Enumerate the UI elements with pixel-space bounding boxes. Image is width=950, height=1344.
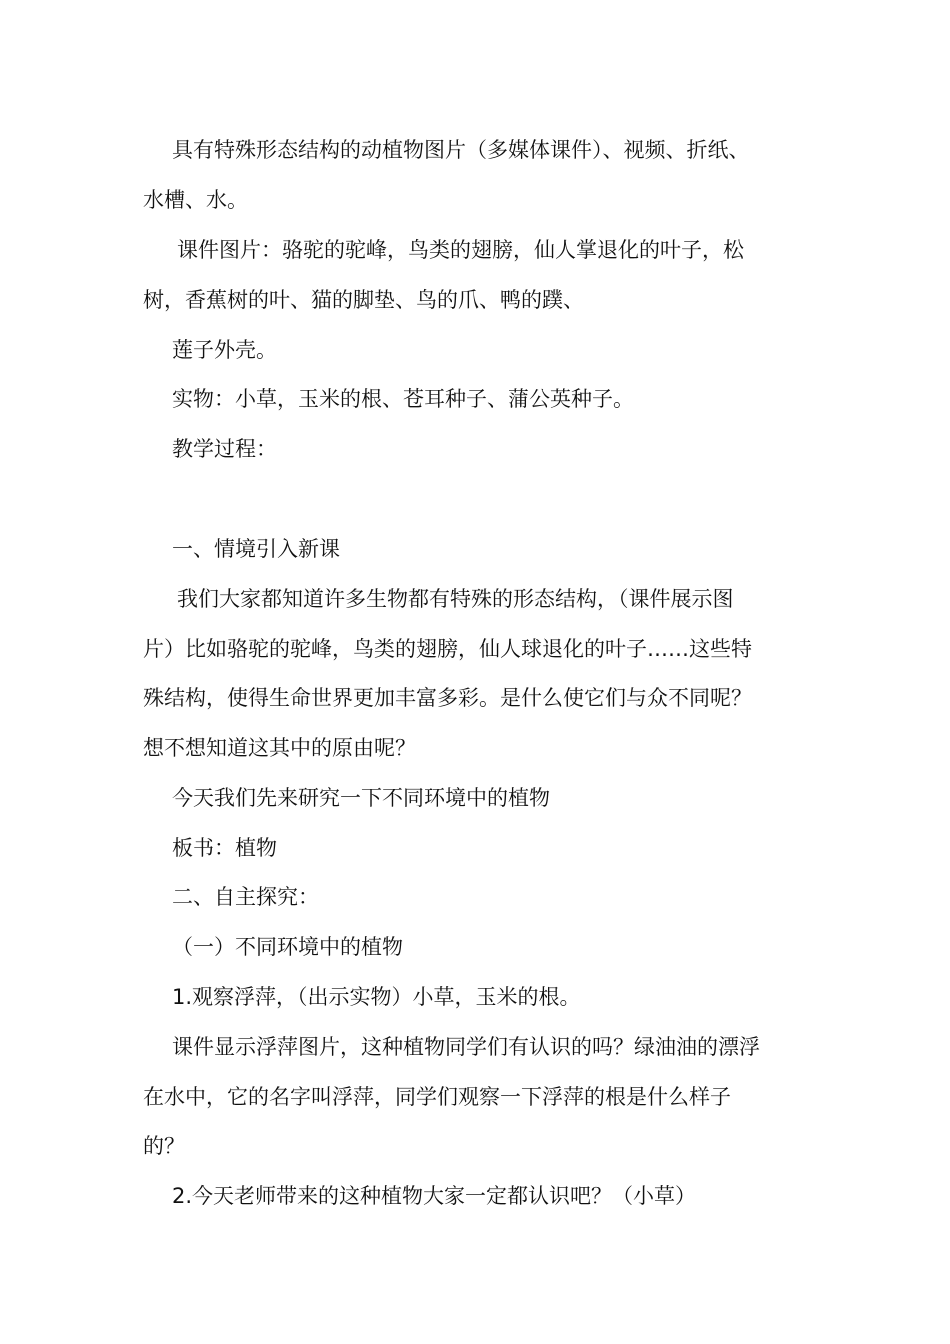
text-line: 想不想知道这其中的原由呢？	[143, 736, 416, 760]
text-line: 1.观察浮萍，（出示实物）小草，玉米的根。	[172, 985, 581, 1009]
text-line: 水槽、水。	[143, 188, 248, 212]
text-line: 2.今天老师带来的这种植物大家一定都认识吧？（小草）	[172, 1184, 697, 1208]
text-line: 树，香蕉树的叶、猫的脚垫、鸟的爪、鸭的蹼、	[143, 288, 584, 312]
text-line: 教学过程：	[172, 437, 277, 461]
text-line: 课件图片：骆驼的驼峰，鸟类的翅膀，仙人掌退化的叶子，松	[177, 238, 744, 262]
text-line: 课件显示浮萍图片，这种植物同学们有认识的吗？绿油油的漂浮	[172, 1035, 760, 1059]
subsection-heading: （一）不同环境中的植物	[172, 935, 403, 959]
text-line: 我们大家都知道许多生物都有特殊的形态结构，（课件展示图	[177, 587, 734, 611]
text-line: 片）比如骆驼的驼峰，鸟类的翅膀，仙人球退化的叶子……这些特	[143, 637, 752, 661]
text-line: 的？	[143, 1134, 185, 1158]
text-line: 今天我们先来研究一下不同环境中的植物	[172, 786, 550, 810]
text-line: 板书：植物	[172, 836, 277, 860]
text-line: 莲子外壳。	[172, 338, 277, 362]
section-heading: 二、自主探究：	[172, 885, 319, 909]
text-line: 实物：小草，玉米的根、苍耳种子、蒲公英种子。	[172, 387, 634, 411]
section-heading: 一、情境引入新课	[172, 537, 340, 561]
text-line: 具有特殊形态结构的动植物图片（多媒体课件）、视频、折纸、	[172, 138, 750, 162]
text-line: 殊结构，使得生命世界更加丰富多彩。是什么使它们与众不同呢？	[143, 686, 752, 710]
text-line: 在水中，它的名字叫浮萍，同学们观察一下浮萍的根是什么样子	[143, 1085, 731, 1109]
